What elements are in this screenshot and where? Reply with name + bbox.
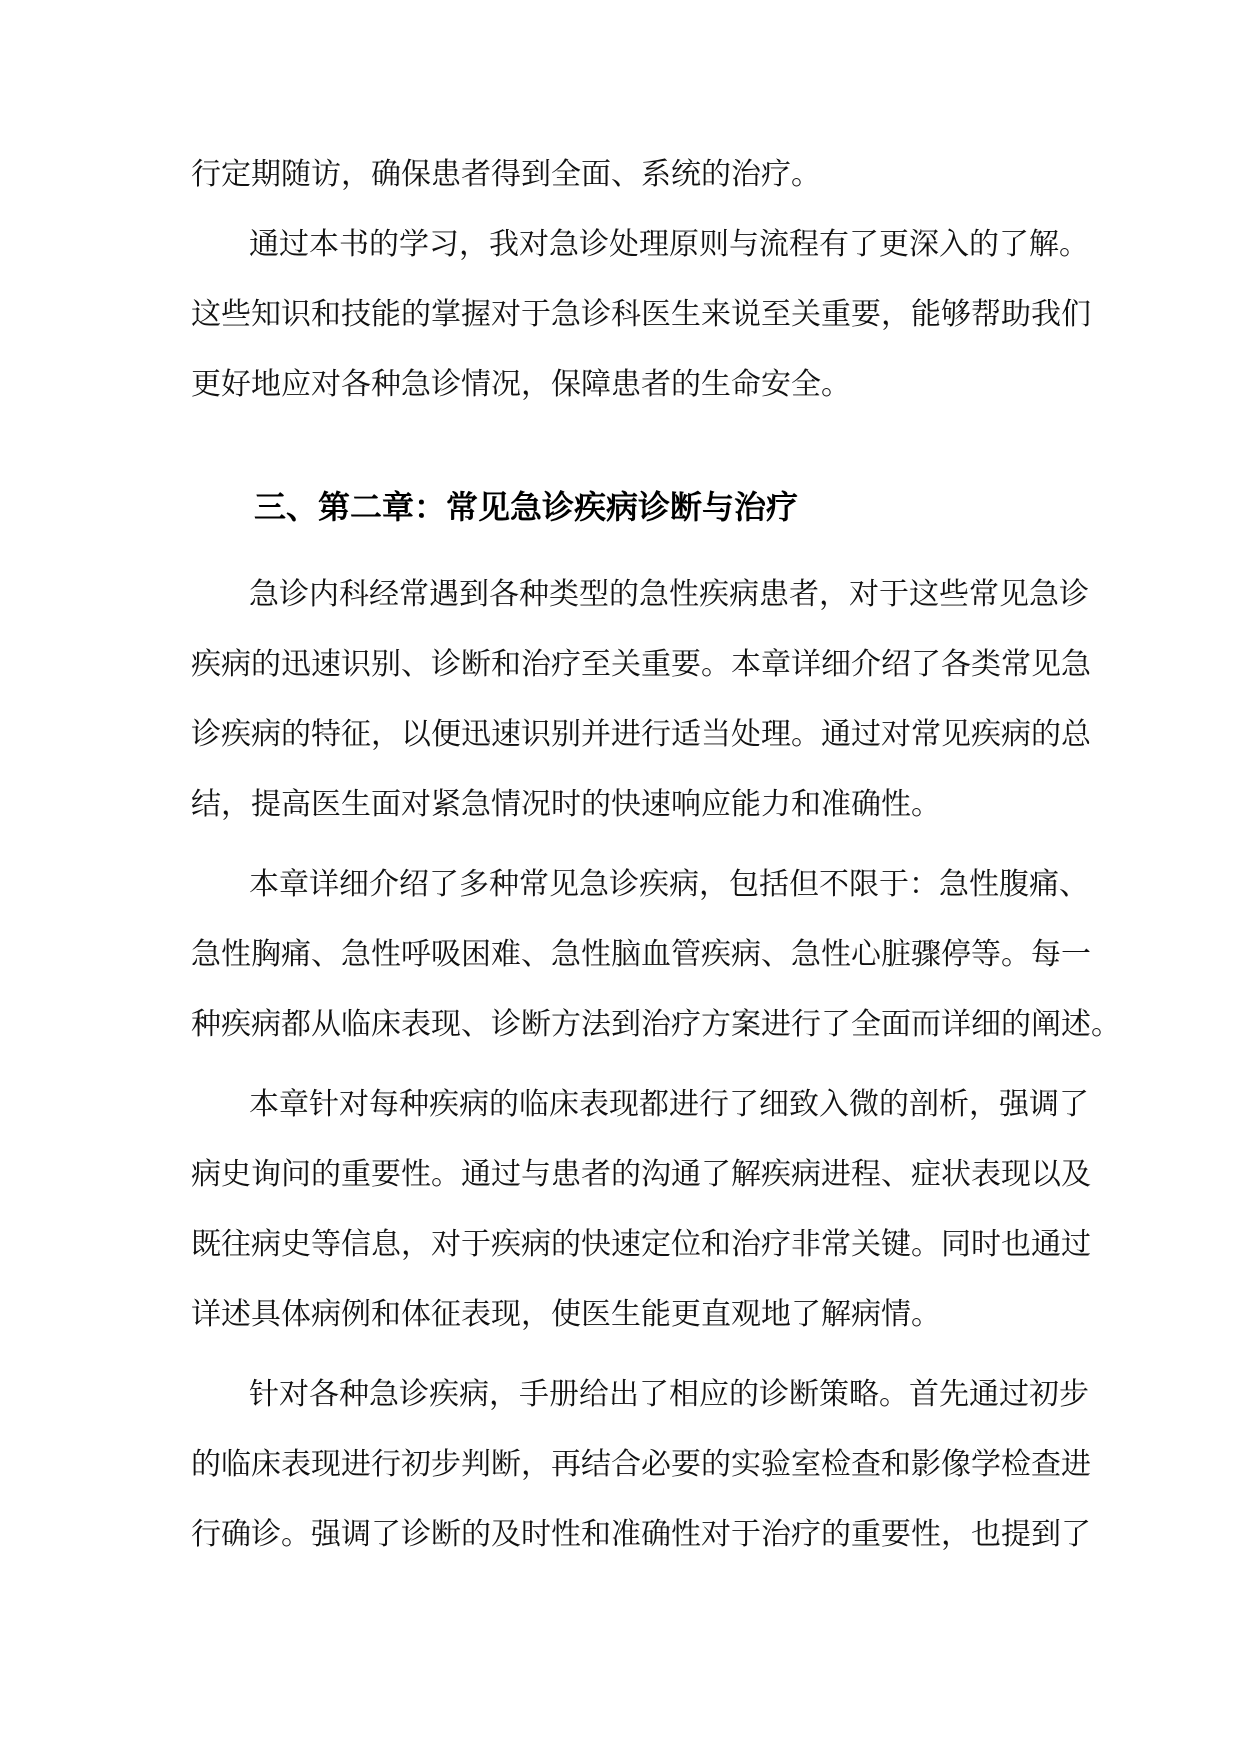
body-line: 这些知识和技能的掌握对于急诊科医生来说至关重要，能够帮助我们 — [191, 297, 1091, 332]
chapter-heading: 三、第二章：常见急诊疾病诊断与治疗 — [254, 488, 799, 526]
body-line: 行定期随访，确保患者得到全面、系统的治疗。 — [191, 157, 821, 192]
body-line: 病史询问的重要性。通过与患者的沟通了解疾病进程、症状表现以及 — [191, 1157, 1091, 1192]
paragraph-first-line: 急诊内科经常遇到各种类型的急性疾病患者，对于这些常见急诊 — [249, 577, 1089, 612]
paragraph-first-line: 针对各种急诊疾病，手册给出了相应的诊断策略。首先通过初步 — [249, 1377, 1089, 1412]
body-line: 诊疾病的特征，以便迅速识别并进行适当处理。通过对常见疾病的总 — [191, 717, 1091, 752]
body-line: 的临床表现进行初步判断，再结合必要的实验室检查和影像学检查进 — [191, 1447, 1091, 1482]
paragraph-first-line: 本章详细介绍了多种常见急诊疾病，包括但不限于：急性腹痛、 — [249, 867, 1089, 902]
body-line: 更好地应对各种急诊情况，保障患者的生命安全。 — [191, 367, 851, 402]
body-line: 详述具体病例和体征表现，使医生能更直观地了解病情。 — [191, 1297, 941, 1332]
body-line: 结，提高医生面对紧急情况时的快速响应能力和准确性。 — [191, 787, 941, 822]
body-line: 既往病史等信息，对于疾病的快速定位和治疗非常关键。同时也通过 — [191, 1227, 1091, 1262]
paragraph-first-line: 本章针对每种疾病的临床表现都进行了细致入微的剖析，强调了 — [249, 1087, 1089, 1122]
body-line: 急性胸痛、急性呼吸困难、急性脑血管疾病、急性心脏骤停等。每一 — [191, 937, 1091, 972]
body-line: 疾病的迅速识别、诊断和治疗至关重要。本章详细介绍了各类常见急 — [191, 647, 1091, 682]
body-line: 种疾病都从临床表现、诊断方法到治疗方案进行了全面而详细的阐述。 — [191, 1007, 1121, 1042]
body-line: 行确诊。强调了诊断的及时性和准确性对于治疗的重要性，也提到了 — [191, 1517, 1091, 1552]
paragraph-first-line: 通过本书的学习，我对急诊处理原则与流程有了更深入的了解。 — [249, 227, 1089, 262]
